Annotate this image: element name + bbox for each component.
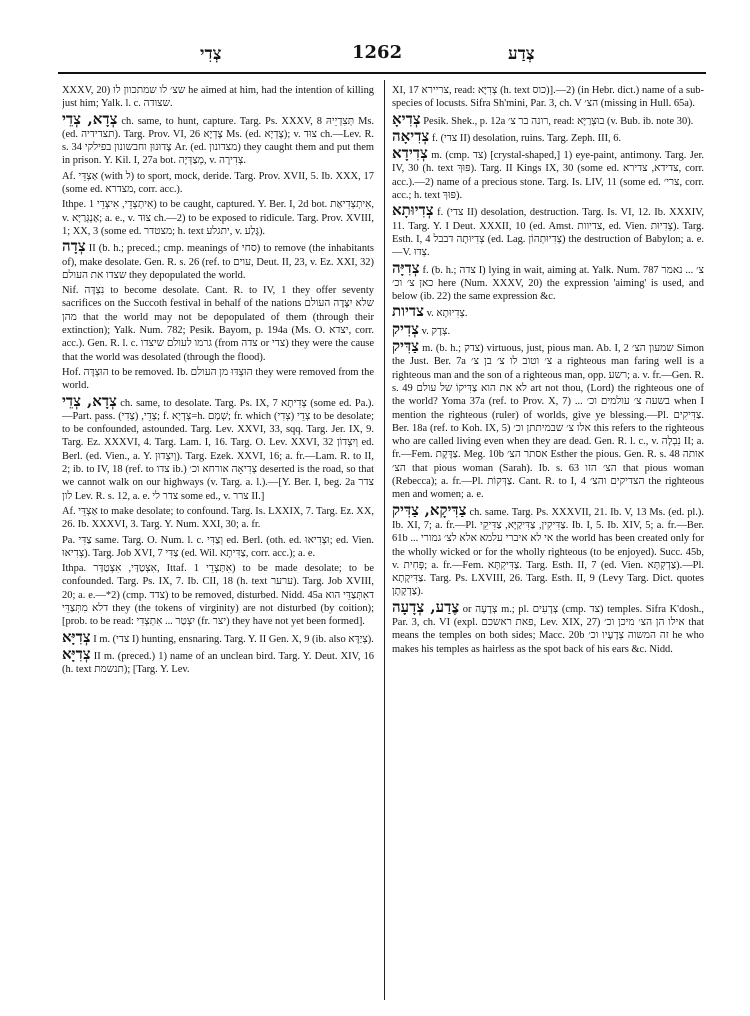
entry-definition: Af. אַצְדֵּי (with ל) to sport, mock, deride. Targ. Prov. XVII, 5. Ib. XXX, 17 (some ed. מצדרא, corr. acc.). [62,170,374,196]
dictionary-entry [62,237,374,282]
entry-headword: צְדָא, צְדֵי [62,391,117,410]
entry-headword: צְדִיָּא [62,627,91,646]
dictionary-entry [62,198,374,238]
dictionary-entry [62,562,374,628]
entry-definition: v. צְדָק. [421,325,451,337]
dictionary-entry [392,84,704,111]
dictionary-entry [62,109,374,168]
column-divider [384,80,385,1000]
dictionary-entry [392,201,704,259]
entry-definition: or צְדָעָה m.; pl. צְדָעִים (cmp. צד) temples. Sifra K'dosh., Par. 3, ch. VI (expl. פאת ראשכם, Lev. XIX, 27) אילו הן הצ׳ מיכן וכ׳ that means the temples on both sides; Macc. 20b זה המשוה צְדָעָיו וכ׳ he who makes his temples as hairless as the spot back of his ears &c. Nidd. [392,603,704,655]
dictionary-entry [62,505,374,532]
page-number: 1262 [352,42,403,63]
entry-definition: Ithpe. אִיתְצְדֵי, אִיצְּדֵי 1) to be caught, captured. Y. Ber. I, 2d bot. אִיתְצְדִיאַת, v. אַנְגְּרַיָּא; a. e., v. צוּד ch.—2) to be exposed to ridicule. Targ. Prov. XVIII, 1; XX, 3 (some ed. מצטדר; h. text יתגלע, v. גָּלַע). [62,199,374,237]
entry-definition: II m. (preced.) 1) name of an unclean bird. Targ. Y. Deut. XIV, 16 (h. text תנשמת); [Targ. Y. Lev. [62,650,374,676]
entry-definition: ch. same, to desolate. Targ. Ps. IX, 7 צְדִיתָא (some ed. Pa.).—Part. pass. צְדֵי, (צְדִי); f. צְדְיָא=h. שְׁמָם; fr. which צְדֵי (צְדִי) to be desolate; to be confounded, astounded. Targ. Lev. XXVI, 33, sqq. Targ. Jer. IX, 9. Targ. Ez. XXXVI, 4. Targ. Lam. I, 16. Targ. O. Lev. XXVI, 32 וְיִצְדוֹן ed. Berl. (ed. Vien., a. Y. וְיִצְדוּן). Targ. Ezek. XXVI, 16; a. fr.—Lam. R. to II, 2; ib. to IV, 18 (ref. to צדו ib.) צְדִיאָה אורחא וכ׳ deserted is the road, so that we cannot walk on our highways (v. Targ. a. l.).—[Y. Ber. I, beg. 2a צדר לון Lev. R. s. 12, a. e. צדר לי some ed., v. צרר II.] [62,397,374,502]
entry-definition: f. (b. h.; צדה I) lying in wait, aiming at. Yalk. Num. 787 צ׳ ... נאמר כאן צ׳ וכ׳ here (Num. XXXV, 20) the expression 'aiming' is used, and below (ib. 22) the same expression &c. [392,264,704,303]
dictionary-entry [392,500,704,599]
entry-definition: Af. אַצְדֵּי to make desolate; to confound. Targ. Is. LXXIX, 7. Targ. Ez. XX, 26. Ib. XXXVI, 3. Targ. Y. Num. XXI, 30; a. fr. [62,505,374,531]
dictionary-entry [62,284,374,364]
entry-definition: Pa. צַדִּי same. Targ. O. Num. l. c. וְצַדִּי ed. Berl. (oth. ed. וּצְדִיאוּ; ed. Vien. צְדִיאוּ). Targ. Job XVI, 7 צַדִּי (ed. Wil. צַדִּיתָא, corr. acc.); a. e. [62,534,374,559]
dictionary-entry [392,337,704,502]
dictionary-entry [392,144,704,202]
dictionary-entry [392,597,704,656]
entry-headword: צַדִּיק [392,337,420,356]
entry-definition: f. (צדי II) desolation, destruction. Targ. Is. VI, 12. Ib. XXXIV, 11. Targ. Y. I Deut. XXXII, 10 (ed. Amst. צדיוות, ed. Vien. צְדִיוּת). Targ. Esth. I, 4 צְדִיוּתָה דבבל (ed. Lag. צְדִיוּתְהוֹן) the destruction of Babylon; a. e.—V. צְדוּ. [392,207,704,259]
entry-definition: v. צְדִיוּתָא. [426,308,468,320]
entry-headword: צְדִיאָה [392,126,430,145]
header-rule [58,72,706,74]
entry-definition: ch. same, to hunt, capture. Targ. Ps. XXXV, 8 תְּצִדְיֵיהּ Ms. (ed. תצדידיה). Targ. Prov. VI, 26 צָדְיָא Ms. (ed. צָדְיָא); v. צוּד ch.—Lev. R. s. 34 צָדוּנוּן וחבשונון בפילקי Ar. (ed. מצדונון) they caught them and put them in prison. Y. Kil. I, 27a bot. מְצַדְּיָה, v. צְדִירָה. [62,115,374,167]
left-column [62,84,374,1004]
entry-headword: צְדָה [62,237,86,256]
dictionary-entry [62,84,374,111]
dictionary-entry [62,534,374,561]
entry-definition: XI, 17 צריירא, read: צְדִיָּא (h. text כוס)].—2) (in Hebr. dict.) name of a sub-species of locusts. Sifra Sh'mini, Par. 3, ch. V הצ׳ (missing in Hull. 65a). [392,85,704,110]
entry-definition: m. (cmp. צד) [crystal-shaped,] 1) eye-paint, antimony. Targ. Jer. IV, 30 (h. text פּוּךְ). Targ. II Kings IX, 30 (some ed. צדידא, צדירא, corr. acc.).—2) name of a precious stone. Targ. Is. LIV, 11 (some ed. צרי׳, corr. acc.; h. text פּוּךְ). [392,150,704,202]
entry-headword: צְדִיָּא [62,644,91,663]
entry-definition: f. (צדי II) desolation, ruins. Targ. Zeph. III, 6. [431,132,622,144]
entry-definition: ch. same. Targ. Ps. XXXVII, 21. Ib. V, 13 Ms. (ed. pl.). Ib. XI, 7; a. fr.—Pl. צַדִּיקִין, צַדִּיקַיָּא, צַדִּיקֵי. Ib. I, 5. Ib. XIV, 5; a. fr.—Ber. 61b ... אי לא איברי עלמא אלא לצ׳ גמורי the world has been created only for the wholly wicked or for the wholly righteous (to be enjoyed). Succ. 45b, v. פְּחִית; a. fr.—Fem. צַדִּיקְתָּא. Targ. Esth. II, 7 (ed. Vien. צַדְקְתָּא).—Pl. צַדִּיקָתָא. Targ. Ps. LXVIII, 26. Targ. Esth. II, 9 (Levy Targ. Dict. quotes צַדְקָתָן). [392,506,704,598]
entry-headword: צְדָא, צְדֵי [62,109,118,128]
entry-definition: m. (b. h.; צדק) virtuous, just, pious man. Ab. I, 2 שמעון הצ׳ Simon the Just. Ber. 7a צ׳ וטוב לו צ׳ בן צ׳ a righteous man faring well is a righteous man and the son of a righteous man, opp. רשע; a. v. fr.—Gen. R. s. 49 לא את הוא צַדִּיקוֹ של עולם art not thou, (Lord) the righteous one of the world? Yoma 37a (ref. to Prov. X, 7) ... בשעה צ׳ עולמים וכ׳ when I mention the righteous (ruler) of worlds, give ye blessing.—Pl. צַדִּיקִים. Ber. 18a (ref. to Koh. IX, 5) אלו צ׳ שבמיתתן וכ׳ this refers to the righteous who are called living even when they are dead. Gen. R. l. c., v. נִבְלָה II; a. fr.—Fem. צַדֶּקֶת. Meg. 10b אסתר הצ׳ Esther the pious. Gen. R. s. 48 אותה הצ׳ that pious woman (Sarah). Ib. s. 63 הצ׳ הזו that pious woman (Rebecca); a. fr.—Pl. צַדְּקוֹת. Cant. R. to I, 4 הצדיקים והצ׳ the righteous men and women; a. e. [392,343,704,501]
entry-definition: II (b. h.; preced.; cmp. meanings of סחי) to remove (the inhabitants of), make desolate. Gen. R. s. 26 (ref. to עוים, Deut. II, 23, v. Ez. XXI, 32) שצדו את העולם they depopulated the world. [62,243,374,281]
entry-headword: צְדִיק [392,319,420,338]
right-column [392,84,704,1004]
dictionary-entry [62,366,374,393]
entry-headword: צְדִיאָ [392,109,421,128]
dictionary-entry [392,258,704,304]
dictionary-entry [392,109,704,128]
entry-definition: Ithpa. אִצְטַדַּי, אִצְטַדַּר, Ittaf. אִתַּצְדֵי 1) to be made desolate; to be confounded. Targ. Ps. IX, 7. Ib. CII, 18 (h. text ערער). Targ. Job XVIII, 20; a. e.—*2) (cmp. צדד) to be removed, disturbed. Nidd. 45a דאִתְּצַדֵּי הוא דלא מִתְּצַדֵּי they (the tokens of virginity) are not disturbed (by coition); [prob. to be read: יִצְטַר ... אִתְצְדִי (fr. יצר) they have not yet been formed]. [62,563,374,628]
entry-definition: XXXV, 20) שצ׳ לו שמתכוון לו he aimed at him, had the intention of killing just him; Yalk. l. c. שצודה. [62,85,374,110]
entry-headword: צַדִּיקָא, צַדִּיק [392,500,467,519]
dictionary-entry [392,126,704,145]
dictionary-entry [62,627,374,646]
dictionary-entry [62,170,374,197]
entry-headword: צֶדַע, צְדָעָה [392,597,460,616]
running-head-left: צְדִי [200,44,222,64]
dictionary-entry [62,644,374,677]
entry-definition: I m. (צדי I) hunting, ensnaring. Targ. Y. II Gen. X, 9 (ib. also צְיַדָּא). [93,633,374,645]
entry-headword: צדיות [392,302,424,321]
dictionary-entry [392,319,704,338]
entry-headword: צְדִידָא [392,144,428,163]
entry-headword: צְדִיוּתָא [392,201,434,220]
entry-definition: Hof. הוּצְדָּה to be removed. Ib. הוּצְדּוּ מן העולם they were removed from the world. [62,366,374,392]
dictionary-entry [392,302,704,321]
dictionary-entry [62,391,374,503]
entry-definition: Pesik. Shek., p. 12a רונה בר צ׳, read: בוּצְרַיָּא (v. Bub. ib. note 30). [423,115,694,127]
entry-headword: צְדִיָּה [392,258,420,277]
entry-definition: Nif. נִצְדָּה to become desolate. Cant. R. to IV, 1 they offer seventy sacrifices on the Succoth festival in behalf of the nations שלא יִצָּדֶה העולם מהן that the world may not be depopulated of them (through their extinction); Yalk. Num. 782; Pesik. Bayom, p. 194a (Ms. O. יצדא, corr. acc.). Gen. R. l. c. גרמו לעולם שיצדו (from צדה or צדי) they were the cause that the world was desolated (through the flood). [62,285,374,363]
running-head-right: צְדַע [508,44,535,64]
